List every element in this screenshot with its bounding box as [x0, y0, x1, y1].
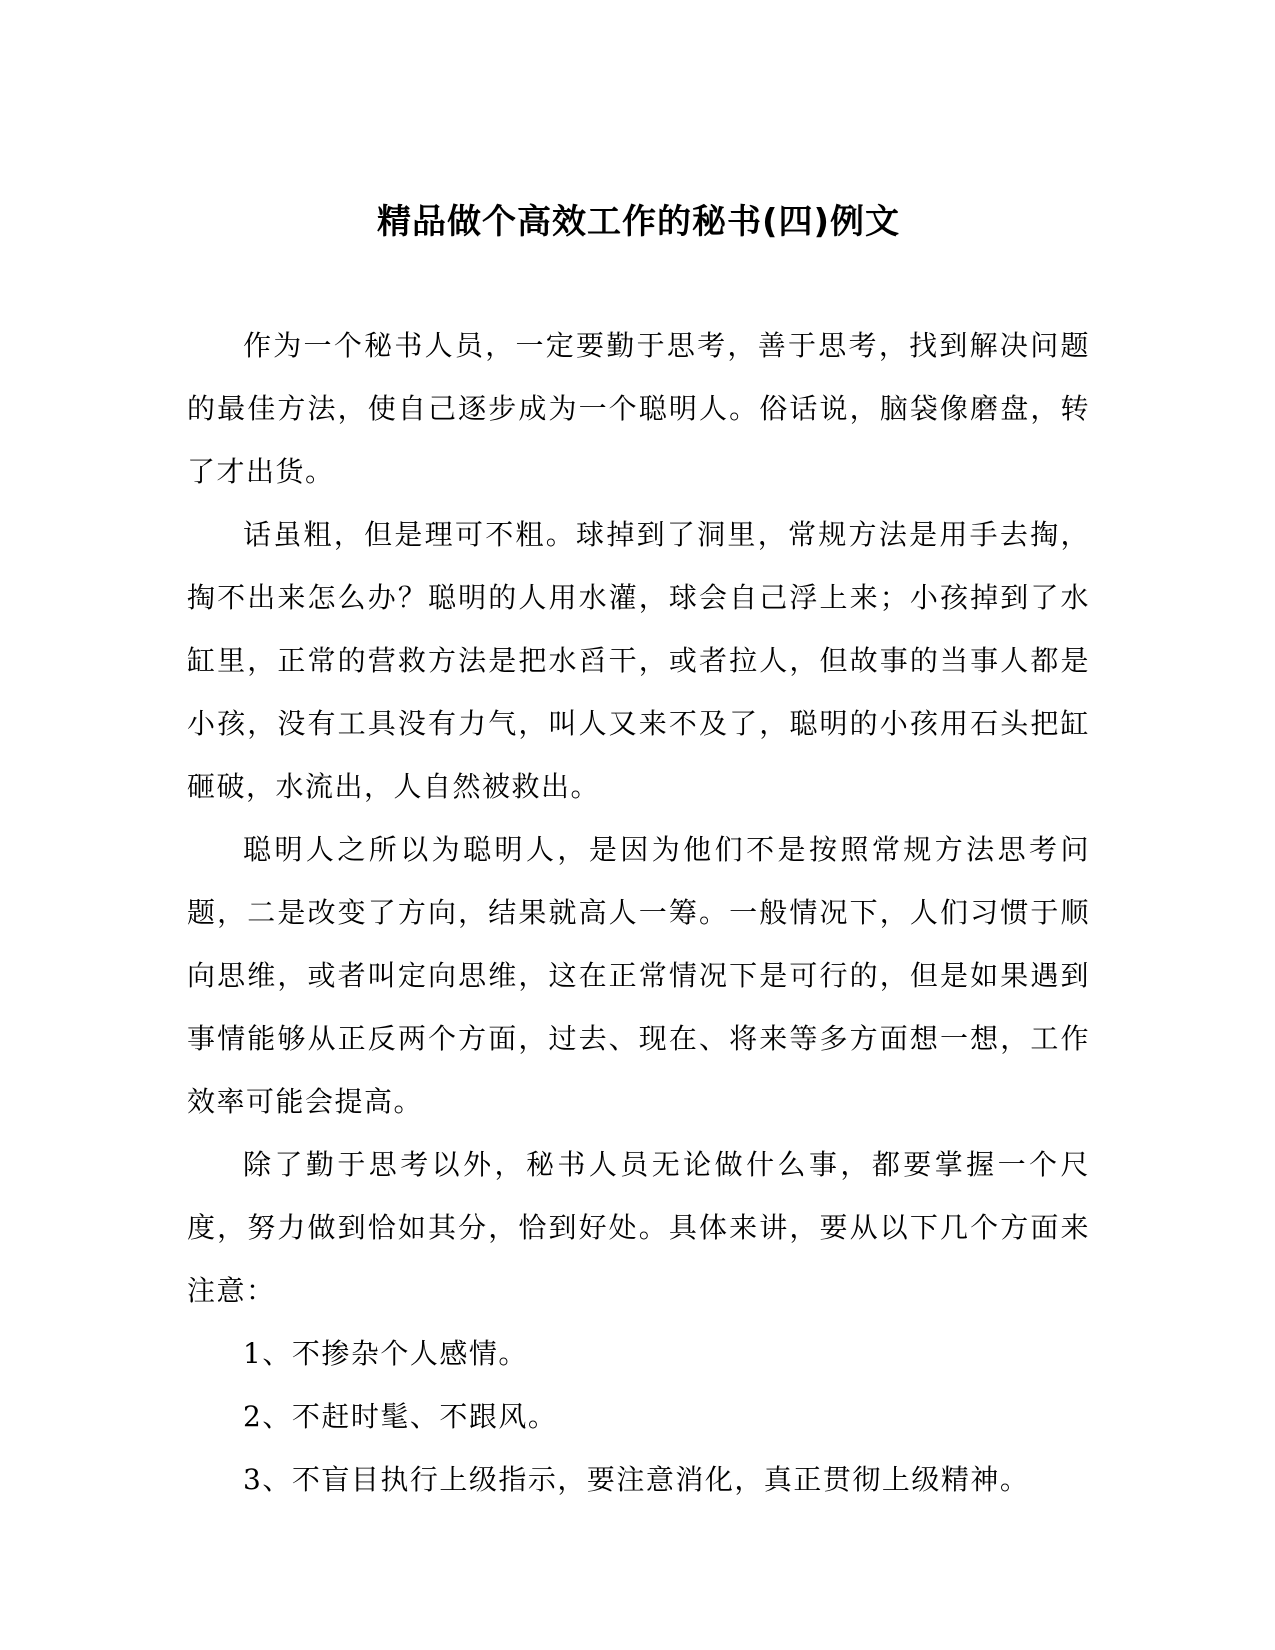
list-item-1: 1、不掺杂个人感情。: [243, 1337, 528, 1370]
paragraph-2: 话虽粗，但是理可不粗。球掉到了洞里，常规方法是用手去掏，掏不出来怎么办？聪明的人用水灌，球会自己浮上来；小孩掉到了水缸里，正常的营救方法是把水舀干，或者拉人，但故事的当事人都是小孩，没有工具没有力气，叫人又来不及了，聪明的小孩用石头把缸砸破，水流出，人自然被救出。: [187, 518, 1090, 803]
list-item-2: 2、不赶时髦、不跟风。: [243, 1400, 558, 1433]
list-item-3: 3、不盲目执行上级指示，要注意消化，真正贯彻上级精神。: [243, 1463, 1030, 1496]
paragraph-4: 除了勤于思考以外，秘书人员无论做什么事，都要掌握一个尺度，努力做到恰如其分，恰到好处。具体来讲，要从以下几个方面来注意：: [187, 1148, 1090, 1307]
paragraph-1: 作为一个秘书人员，一定要勤于思考，善于思考，找到解决问题的最佳方法，使自己逐步成为一个聪明人。俗话说，脑袋像磨盘，转了才出货。: [187, 329, 1090, 488]
paragraph-3: 聪明人之所以为聪明人，是因为他们不是按照常规方法思考问题，二是改变了方向，结果就高人一筹。一般情况下，人们习惯于顺向思维，或者叫定向思维，这在正常情况下是可行的，但是如果遇到事情能够从正反两个方面，过去、现在、将来等多方面想一想，工作效率可能会提高。: [187, 833, 1090, 1118]
document-title: 精品做个高效工作的秘书(四)例文: [376, 202, 901, 242]
document-content: [187, 200, 1090, 1511]
